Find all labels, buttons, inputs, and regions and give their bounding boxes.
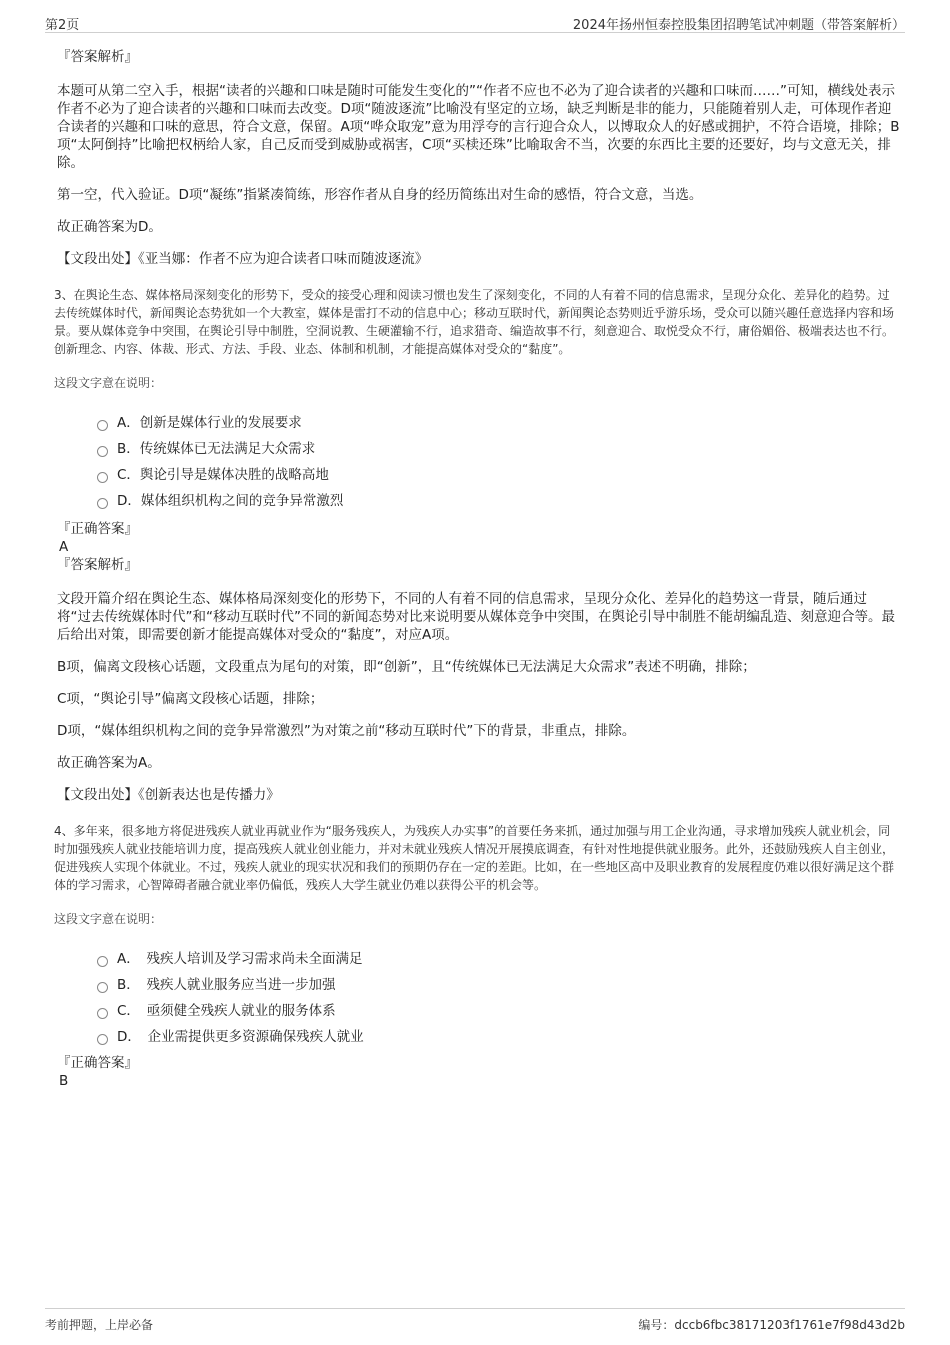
q4-option-a-label: A． 残疾人培训及学习需求尚未全面满足 [117,951,363,967]
document-code: 编号：dccb6fbc38171203f1761e7f98d43d2b [638,1318,905,1332]
page-header [45,10,905,33]
q3-option-b-label: B．传统媒体已无法满足大众需求 [117,441,316,457]
q4-option-b[interactable] [97,972,900,998]
q3-analysis-paragraph-1: 文段开篇介绍在舆论生态、媒体格局深刻变化的形势下，不同的人有着不同的信息需求，呈现分众化、差异化的趋势这一背景，随后通过将“过去传统媒体时代”和“移动互联时代”不同的新闻态势对比来说明要从媒体竞争中突围，在舆论引导中制胜不能胡编乱造、刻意迎合等。最后给出对策，即需要创新才能提高媒体对受众的“黏度”，对应A项。 [57,591,895,643]
q3-correct-tag: 『正确答案』 [57,521,138,537]
q3-ask: 这段文字意在说明： [54,376,163,390]
q2-analysis-tag: 『答案解析』 [57,49,138,65]
q2-source: 【文段出处】《亚当娜：作者不应为迎合读者口味而随波逐流》 [57,251,429,267]
q3-analysis-paragraph-2: B项，偏离文段核心话题，文段重点为尾句的对策，即“创新”，且“传统媒体已无法满足大众需求”表述不明确，排除； [57,659,756,675]
q3-option-c[interactable] [97,462,900,488]
document-body [54,48,900,1090]
q3-option-d[interactable] [97,488,900,514]
q2-analysis-conclusion: 故正确答案为D。 [57,219,162,235]
q3-option-d-label: D．媒体组织机构之间的竞争异常激烈 [117,493,344,509]
radio-icon[interactable] [97,420,108,431]
q3-option-b[interactable] [97,436,900,462]
q4-option-d[interactable] [97,1024,900,1050]
q4-option-c-label: C． 亟须健全残疾人就业的服务体系 [117,1003,336,1019]
q4-option-d-label: D． 企业需提供更多资源确保残疾人就业 [117,1029,364,1045]
document-title: 2024年扬州恒泰控股集团招聘笔试冲刺题（带答案解析） [572,18,905,33]
q4-answer: B [59,1073,69,1089]
footer-slogan: 考前押题，上岸必备 [45,1318,154,1332]
q3-option-a[interactable] [97,410,900,436]
q4-ask: 这段文字意在说明： [54,912,163,926]
q3-analysis-paragraph-4: D项，“媒体组织机构之间的竞争异常激烈”为对策之前“移动互联时代”下的背景，非重点，排除。 [57,723,636,739]
radio-icon[interactable] [97,982,108,993]
q4-option-c[interactable] [97,998,900,1024]
page-number: 第2页 [45,18,80,33]
radio-icon[interactable] [97,446,108,457]
q4-option-b-label: B． 残疾人就业服务应当进一步加强 [117,977,336,993]
q3-option-c-label: C．舆论引导是媒体决胜的战略高地 [117,467,329,483]
radio-icon[interactable] [97,1008,108,1019]
q4-option-a[interactable] [97,946,900,972]
radio-icon[interactable] [97,1034,108,1045]
q2-analysis-paragraph-2: 第一空，代入验证。D项“凝练”指紧凑简练，形容作者从自身的经历简练出对生命的感悟，符合文意，当选。 [57,187,703,203]
q3-analysis-conclusion: 故正确答案为A。 [57,755,161,771]
page-footer [45,1308,905,1335]
q3-analysis-tag: 『答案解析』 [57,557,138,573]
radio-icon[interactable] [97,956,108,967]
q3-options [97,410,900,514]
q3-stem: 3、在舆论生态、媒体格局深刻变化的形势下，受众的接受心理和阅读习惯也发生了深刻变化，不同的人有着不同的信息需求，呈现分众化、差异化的趋势。过去传统媒体时代，新闻舆论态势犹如一个大教室，媒体是雷打不动的信息中心；移动互联时代，新闻舆论态势则近乎游乐场，受众可以随兴趣任意选择内容和场景。要从媒体竞争中突围，在舆论引导中制胜，空洞说教、生硬灌输不行，追求猎奇、编造故事不行，刻意迎合、取悦受众不行，庸俗媚俗、极端表达也不行。创新理念、内容、体裁、形式、方法、手段、业态、体制和机制，才能提高媒体对受众的“黏度”。 [54,288,895,356]
q3-analysis-paragraph-3: C项，“舆论引导”偏离文段核心话题，排除； [57,691,324,707]
radio-icon[interactable] [97,472,108,483]
q2-analysis-paragraph-1: 本题可从第二空入手，根据“读者的兴趣和口味是随时可能发生变化的”“作者不应也不必为了迎合读者的兴趣和口味而……”可知，横线处表示作者不必为了迎合读者的兴趣和口味而去改变。D项“随波逐流”比喻没有坚定的立场，缺乏判断是非的能力，只能随着别人走，可体现作者迎合读者的兴趣和口味的意思，符合文意，保留。A项“哗众取宠”意为用浮夸的言行迎合众人，以博取众人的好感或拥护，不符合语境，排除；B项“太阿倒持”比喻把权柄给人家，自己反而受到威胁或祸害，C项“买椟还珠”比喻取舍不当，次要的东西比主要的还要好，均与文意无关，排除。 [57,83,900,171]
q3-option-a-label: A．创新是媒体行业的发展要求 [117,415,302,431]
q4-options [97,946,900,1050]
q4-stem: 4、多年来，很多地方将促进残疾人就业再就业作为“服务残疾人，为残疾人办实事”的首要任务来抓，通过加强与用工企业沟通，寻求增加残疾人就业机会，同时加强残疾人就业技能培训力度，提高残疾人就业创业能力，并对未就业残疾人情况开展摸底调查，有针对性地提供就业服务。此外，还鼓励残疾人自主创业，促进残疾人实现个体就业。不过，残疾人就业的现实状况和我们的预期仍存在一定的差距。比如，在一些地区高中及职业教育的发展程度仍难以很好满足这个群体的学习需求，心智障碍者融合就业率仍偏低，残疾人大学生就业仍难以获得公平的机会等。 [54,824,895,892]
radio-icon[interactable] [97,498,108,509]
q3-answer: A [59,539,69,555]
q4-correct-tag: 『正确答案』 [57,1055,138,1071]
q3-source: 【文段出处】《创新表达也是传播力》 [57,787,280,803]
